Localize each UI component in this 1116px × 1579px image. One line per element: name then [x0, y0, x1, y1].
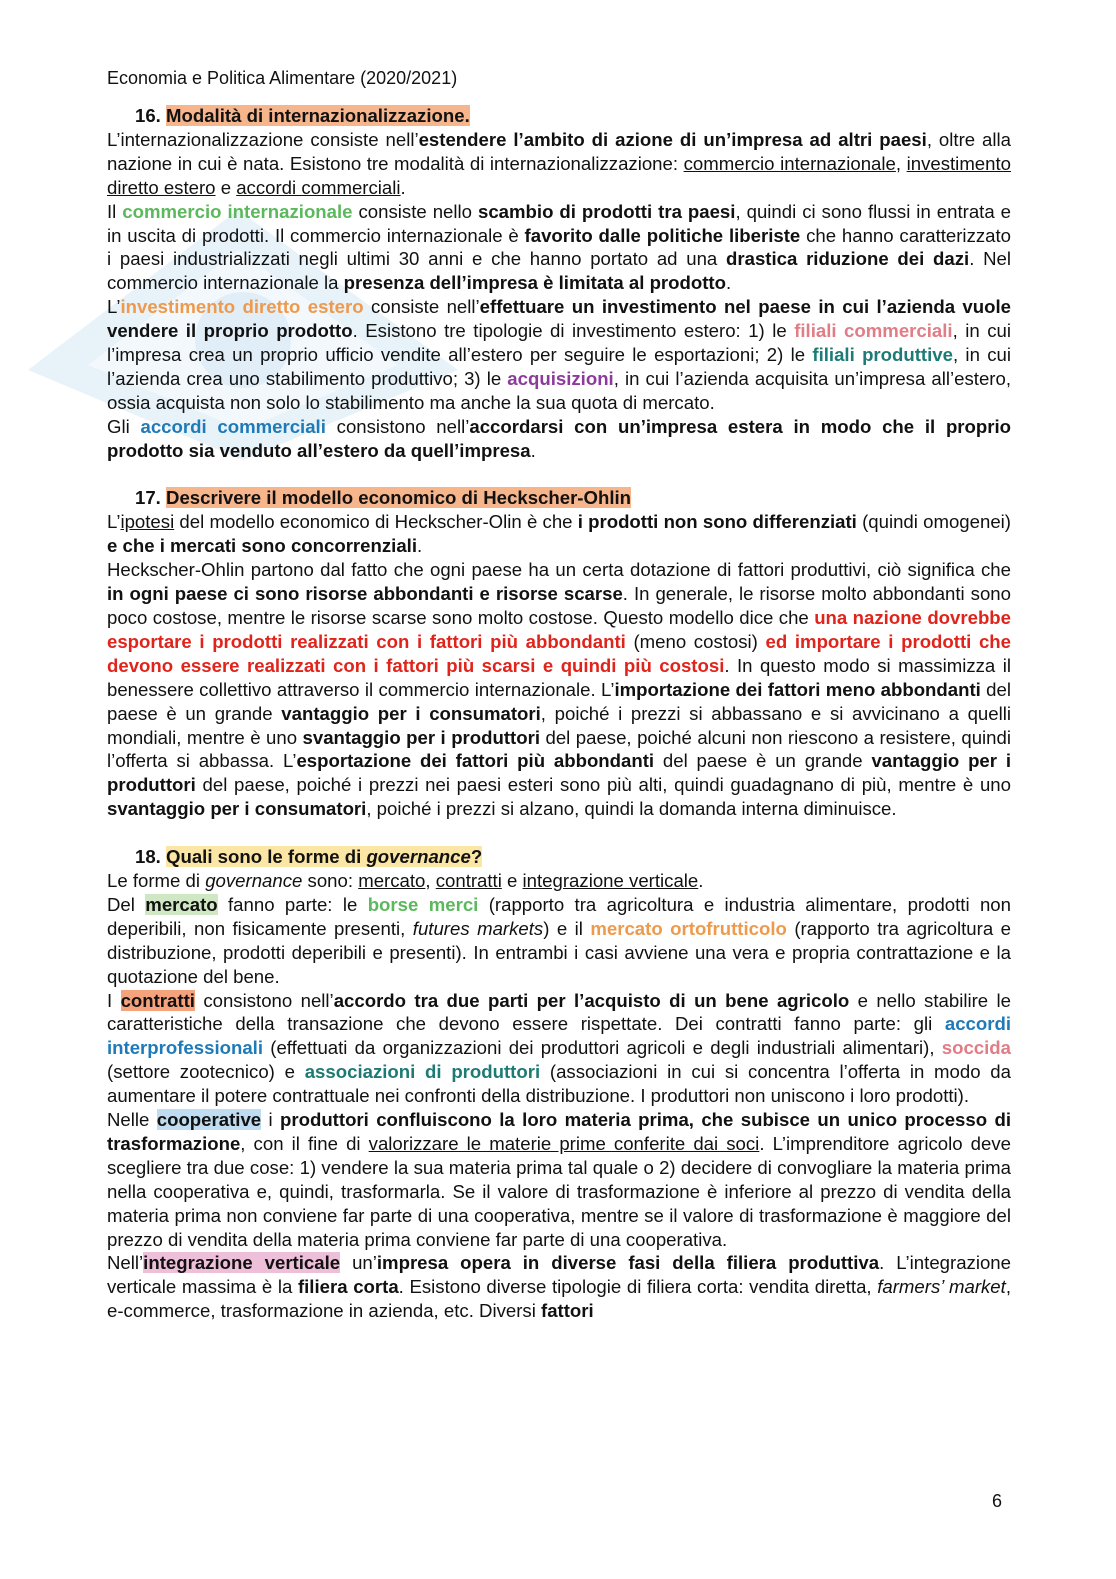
page-content — [107, 104, 1011, 1323]
section-17-number: 17. — [135, 487, 167, 509]
s18-paragraph-5: Nell’integrazione verticale un’impresa opera in diverse fasi della filiera produttiva. L’integrazione verticale massima è la filiera corta. Esistono diverse tipologie di filiera corta: vendita diretta, farmers’ market, e-commerce, trasformazione in azienda, etc. Diversi fattori — [107, 1252, 1011, 1322]
section-16-title — [135, 104, 1011, 128]
section-17-title — [135, 486, 1011, 510]
section-16-heading: Modalità di internazionalizzazione. — [166, 105, 470, 126]
page-header: Economia e Politica Alimentare (2020/2021) — [107, 68, 458, 88]
s16-paragraph-1: L’internazionalizzazione consiste nell’estendere l’ambito di azione di un’impresa ad altri paesi, oltre alla nazione in cui è nata. Esistono tre modalità di internazionalizzazione: commercio internazionale, investimento diretto estero e accordi commerciali. — [107, 128, 1012, 198]
s17-paragraph-1: L’ipotesi del modello economico di Heckscher-Olin è che i prodotti non sono differenziati (quindi omogenei) e che i mercati sono concorrenziali. — [107, 511, 1011, 557]
section-gap — [107, 821, 1011, 845]
section-gap — [107, 463, 1011, 487]
section-18-number: 18. — [135, 846, 167, 868]
s16-paragraph-2: Il commercio internazionale consiste nello scambio di prodotti tra paesi, quindi ci sono flussi in entrata e in uscita di prodotti. Il commercio internazionale è favorito dalle politiche liberiste che hanno caratterizzato i paesi industrializzati negli ultimi 30 anni e che hanno portato ad una drastica riduzione dei dazi. Nel commercio internazionale la presenza dell’impresa è limitata al prodotto. — [107, 200, 1012, 294]
s18-paragraph-4: Nelle cooperative i produttori confluiscono la loro materia prima, che subisce un unico processo di trasformazione, con il fine di valorizzare le materie prime conferite dai soci. L’imprenditore agricolo deve scegliere tra due cose: 1) vendere la sua materia prima tal quale o 2) decidere di convogliare la materia prima nella cooperativa e, quindi, trasformarla. Se il valore di trasformazione è inferiore al prezzo di vendita della materia prima non conviene far parte di una cooperativa, mentre se il valore di trasformazione è maggiore del prezzo di vendita della materia prima conviene far parte di una cooperativa. — [107, 1109, 1012, 1250]
page-number: 6 — [992, 1491, 1003, 1511]
s17-paragraph-2: Heckscher-Ohlin partono dal fatto che ogni paese ha un certa dotazione di fattori produttivi, ciò significa che in ogni paese ci sono risorse abbondanti e risorse scarse. In generale, le risorse molto abbondanti sono poco costose, mentre le risorse scarse sono molto costose. Questo modello dice che una nazione dovrebbe esportare i prodotti realizzati con i fattori più abbondanti (meno costosi) ed importare i prodotti che devono essere realizzati con i fattori più scarsi e quindi più costosi. In questo modo si massimizza il benessere collettivo attraverso il commercio internazionale. L’importazione dei fattori meno abbondanti del paese è un grande vantaggio per i consumatori, poiché i prezzi si abbassano e si avvicinano a quelli mondiali, mentre è uno svantaggio per i produttori del paese, poiché alcuni non riescono a resistere, quindi l’offerta si abbassa. L’esportazione dei fattori più abbondanti del paese è un grande vantaggio per i produttori del paese, poiché i prezzi nei paesi esteri sono più alti, quindi guadagnano di più, mentre è uno svantaggio per i consumatori, poiché i prezzi si alzano, quindi la domanda interna diminuisce. — [107, 559, 1012, 820]
s16-paragraph-4: Gli accordi commerciali consistono nell’accordarsi con un’impresa estera in modo che il proprio prodotto sia venduto all’estero da quell’impresa. — [107, 415, 1012, 461]
s16-paragraph-3: L’investimento diretto estero consiste nell’effettuare un investimento nel paese in cui l’azienda vuole vendere il proprio prodotto. Esistono tre tipologie di investimento estero: 1) le filiali commerciali, in cui l’impresa crea un proprio ufficio vendite all’estero per seguire le esportazioni; 2) le filiali produttive, in cui l’azienda crea uno stabilimento produttivo; 3) le acquisizioni, in cui l’azienda acquisita un’impresa all’estero, ossia acquista non solo lo stabilimento ma anche la sua quota di mercato. — [107, 296, 1011, 413]
s18-paragraph-1: Le forme di governance sono: mercato, contratti e integrazione verticale. — [107, 869, 704, 891]
section-18-heading: Quali sono le forme di governance? — [166, 846, 483, 868]
s18-paragraph-2: Del mercato fanno parte: le borse merci (rapporto tra agricoltura e industria alimentare, prodotti non deperibili, non fisicamente presenti, futures markets) e il mercato ortofrutticolo (rapporto tra agricoltura e distribuzione, prodotti deperibili e presenti). In entrambi i casi avviene una vera e propria contrattazione e la quotazione del bene. — [107, 893, 1011, 987]
section-18-title — [135, 845, 1011, 869]
s18-paragraph-3: I contratti consistono nell’accordo tra due parti per l’acquisto di un bene agricolo e nello stabilire le caratteristiche della transazione che devono essere rispettate. Dei contratti fanno parte: gli accordi interprofessionali (effettuati da organizzazioni dei produttori agricoli e degli industriali alimentari), soccida (settore zootecnico) e associazioni di produttori (associazioni in cui si concentra l’offerta in modo da aumentare il potere contrattuale nei confronti della distribuzione. I produttori non uniscono i loro prodotti). — [107, 989, 1011, 1107]
section-17-heading: Descrivere il modello economico di Heckscher-Ohlin — [166, 487, 632, 509]
section-16-number: 16. — [135, 105, 167, 126]
